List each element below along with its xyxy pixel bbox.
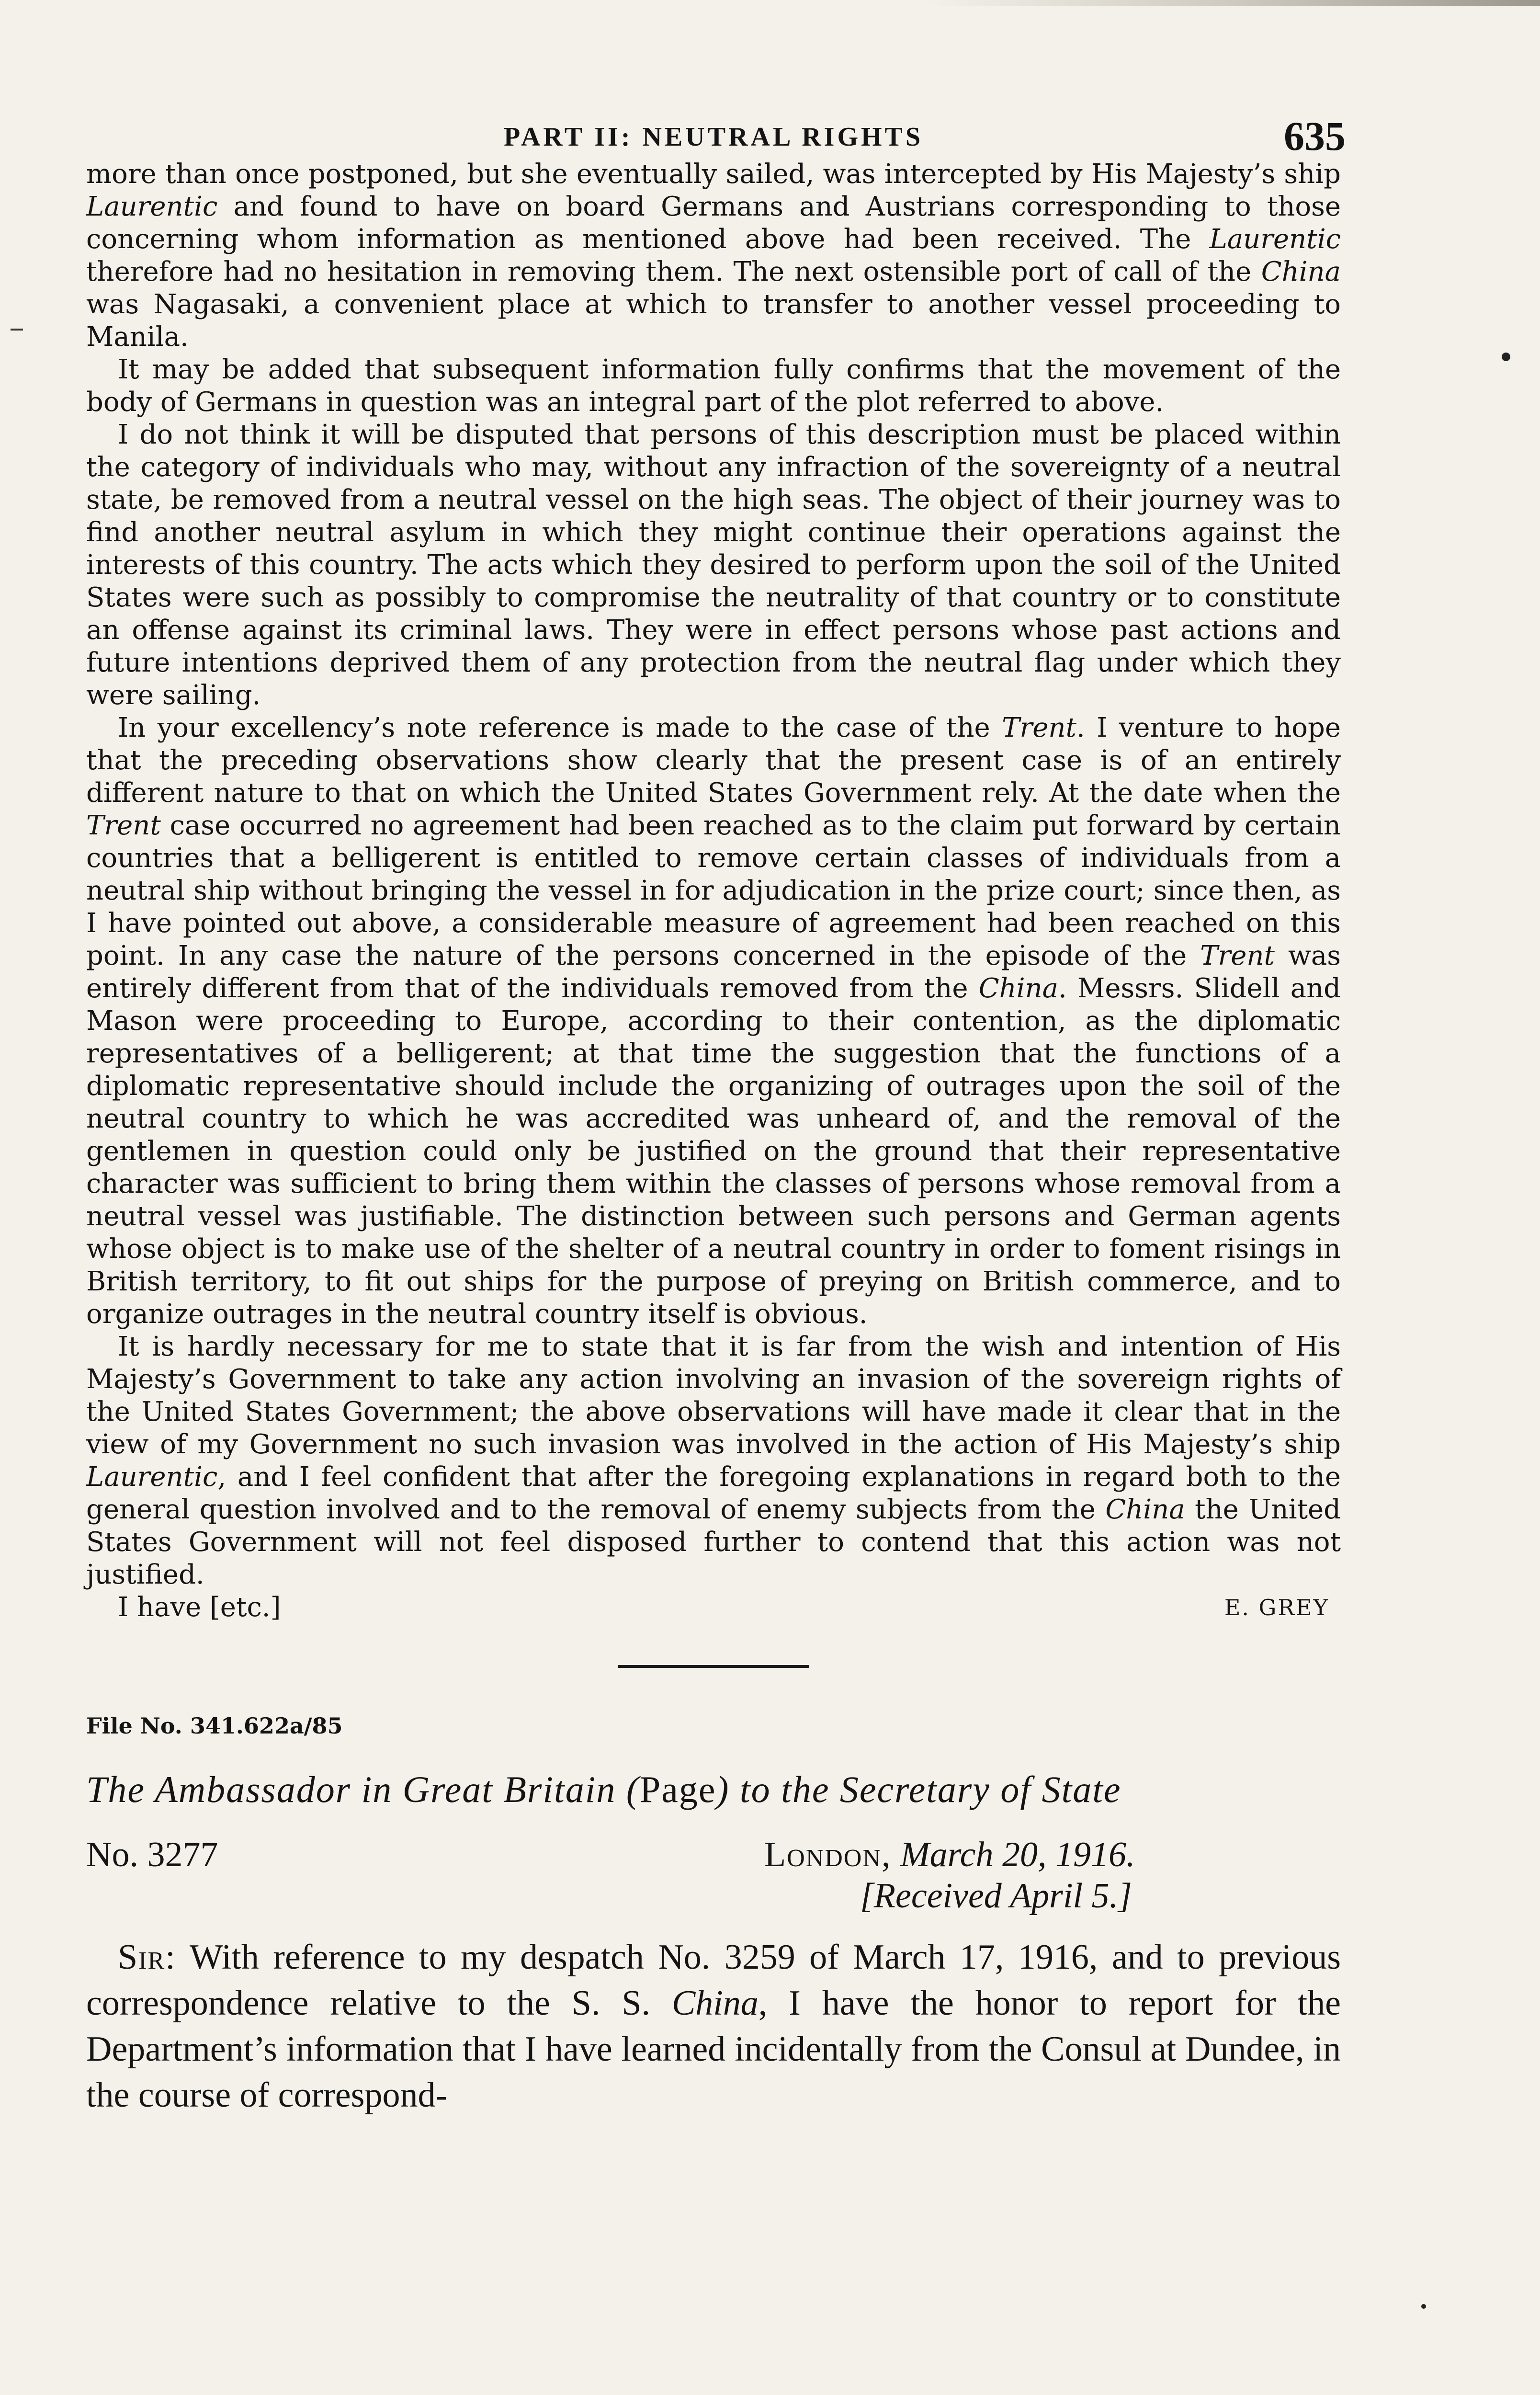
paragraph-4: In your excellency’s note reference is made to the case of the Trent. I venture to hope that the preceding observations show clearly that the present case is of an entirely different nature to that on which the United States Government rely. At the date when the Trent case occurred no agreement had been reached as to the claim put forward by certain countries that a belligerent is entitled to remove certain classes of individuals from a neutral ship without bringing the vessel in for adjudication in the prize court; since then, as I have pointed out above, a considerable measure of agreement had been reached on this point. In any case the nature of the persons concerned in the episode of the Trent was entirely different from that of the individuals removed from the China. Messrs. Slidell and Mason were proceeding to Europe, according to their contention, as the diplomatic representatives of a belligerent; at that time the suggestion that the functions of a diplomatic representative should include the organizing of outrages upon the soil of the neutral country to which he was accredited was unheard of, and the removal of the gentlemen in question could only be justified on the ground that their representative character was sufficient to bring them within the classes of persons whose removal from a neutral vessel was justifiable. The distinction between such persons and German agents whose object is to make use of the shelter of a neutral country in order to foment risings in British territory, to fit out ships for the purpose of preying on British commerce, and to organize outrages in the neutral country itself is obvious. [86,712,1341,1330]
margin-speck [1421,2304,1426,2309]
file-number: File No. 341.622a/85 [86,1713,343,1739]
paragraph-3: I do not think it will be disputed that persons of this description must be placed within the category of individuals who may, without any infraction of the sovereignty of a neutral state, be removed from a neutral vessel on the high seas. The object of their journey was to find another neutral asylum in which they might continue their operations against the interests of this country. The acts which they desired to perform upon the soil of the United States were such as possibly to compromise the neutrality of that country or to constitute an offense against its criminal laws. They were in effect persons whose past actions and future intentions deprived them of any protection from the neutral flag under which they were sailing. [86,419,1341,711]
salutation: Sir: [118,1938,176,1977]
margin-speck [1502,353,1510,361]
despatch-number: No. 3277 [86,1835,218,1874]
running-head: PART II: NEUTRAL RIGHTS [503,122,924,152]
signature: E. GREY [1224,1595,1329,1620]
document-meta [86,1835,1341,1923]
grey-letter-body [86,158,1341,1624]
section-divider [618,1665,809,1668]
received-date: [Received April 5.] [860,1876,1132,1916]
paragraph-1: more than once postponed, but she eventually sailed, was intercepted by His Majesty’s ship Laurentic and found to have on board Germans and Austrians corresponding to those concerning whom information as mentioned above had been received. The Laurentic therefore had no hesitation in removing them. The next ostensible port of call of the China was Nagasaki, a convenient place at which to transfer to another vessel proceeding to Manila. [86,159,1341,353]
document-page [86,86,1346,2118]
paragraph-2: It may be added that subsequent information fully confirms that the movement of the body of Germans in question was an integral part of the plot referred to above. [86,354,1341,418]
document-title: The Ambassador in Great Britain (Page) to the Secretary of State [86,1768,1121,1810]
page-header [86,86,1346,159]
scan-top-edge [0,0,1540,6]
letter-paragraph: Sir: With reference to my despatch No. 3259 of March 17, 1916, and to previous correspondence relative to the S. S. China, I have the honor to report for the Department’s information that I have learned incidentally from the Consul at Dundee, in the course of correspond- [86,1938,1341,2115]
page-letter-body [86,1934,1341,2118]
closing-line [86,1591,1341,1624]
closing-text: I have [etc.] [118,1592,281,1623]
margin-mark [11,329,23,331]
paragraph-5: It is hardly necessary for me to state that it is far from the wish and intention of His Majesty’s Government to take any action involving an invasion of the sovereign rights of the United States Government; the above observations will have made it clear that in the view of my Government no such invasion was involved in the action of His Majesty’s ship Laurentic, and I feel confident that after the foregoing explanations in regard both to the general question involved and to the removal of enemy subjects from the China the United States Government will not feel disposed further to contend that this action was not justified. [86,1331,1341,1590]
place-and-date: London, March 20, 1916. [764,1835,1135,1874]
page-number: 635 [1284,113,1346,159]
